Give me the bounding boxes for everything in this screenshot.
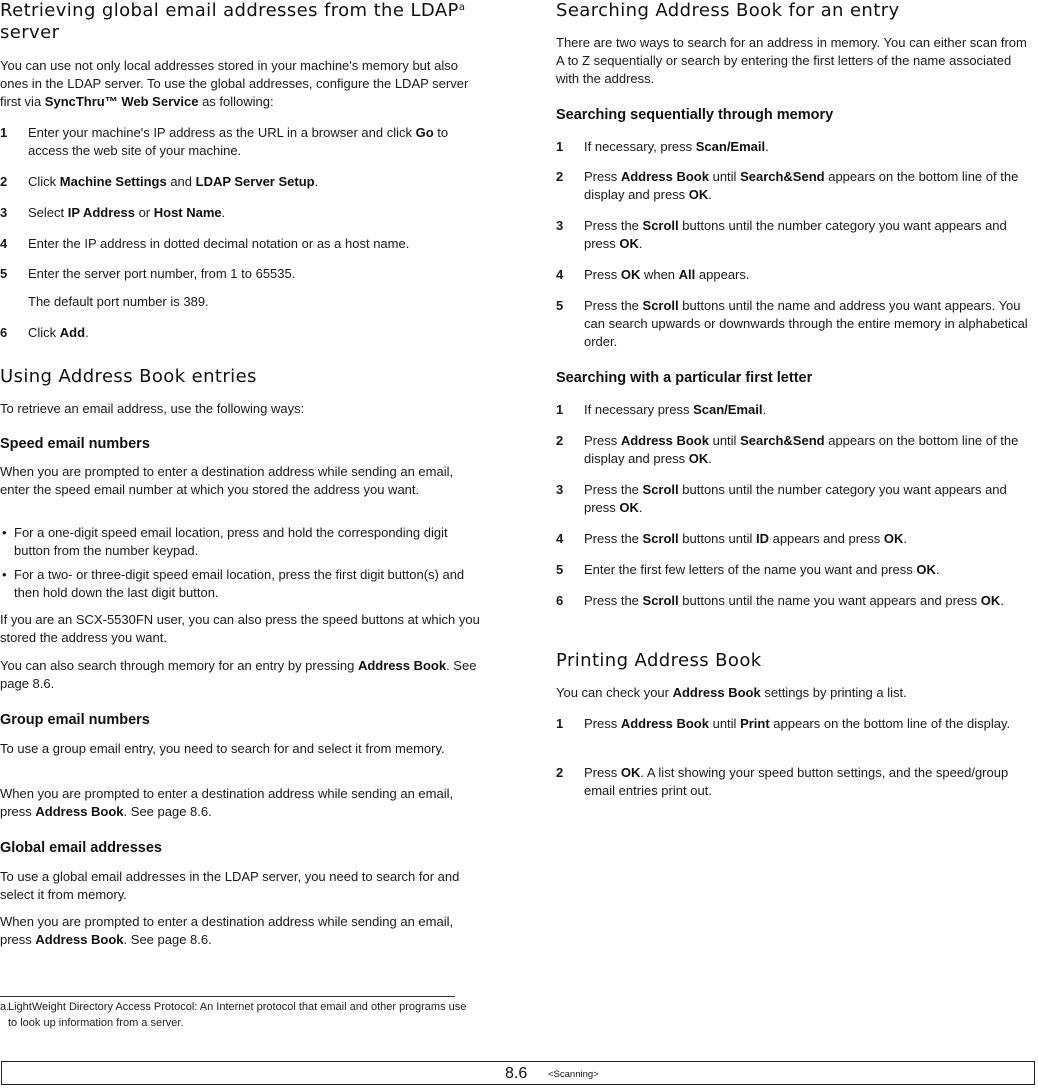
printing-step: 2 Press OK. A list showing your speed button settings, and the speed/group email entries print out. xyxy=(556,765,1009,798)
searching-section-title: Searching Address Book for an entry xyxy=(556,0,900,21)
ldap-step-note: The default port number is 389. xyxy=(28,294,209,309)
group-heading: Group email numbers xyxy=(0,712,150,728)
letter-step: 3 Press the Scroll buttons until the number category you want appears and press OK. xyxy=(556,482,1007,515)
global-heading: Global email addresses xyxy=(0,840,162,856)
footnote xyxy=(0,1000,470,1031)
sequential-step: 1 If necessary, press Scan/Email. xyxy=(556,139,769,154)
printing-section-title: Printing Address Book xyxy=(556,650,762,671)
speed-heading: Speed email numbers xyxy=(0,436,150,452)
searching-intro: There are two ways to search for an address in memory. You can either scan from A to Z sequentially or search by entering the first letters of the name associated with the address. xyxy=(556,35,1027,86)
sequential-step: 4 Press OK when All appears. xyxy=(556,267,750,282)
chapter-label: <Scanning> xyxy=(548,1069,599,1080)
footnote-mark: a. xyxy=(0,1001,10,1013)
letter-heading: Searching with a particular first letter xyxy=(556,370,813,386)
speed-para2: If you are an SCX-5530FN user, you can also press the speed buttons at which you stored the address you want. xyxy=(0,612,480,645)
sequential-step: 5 Press the Scroll buttons until the name and address you want appears. You can search upwards or downwards through the entire memory in alphabetical order. xyxy=(556,298,1028,349)
ldap-step: 2 Click Machine Settings and LDAP Server Setup. xyxy=(0,174,319,189)
ldap-section-title: Retrieving global email addresses from the LDAP$^a$ xyxy=(0,0,466,21)
ldap-intro: You can use not only local addresses stored in your machine's memory but also ones in the LDAP server. To use the global addresses, configure the LDAP server first via SyncThru™ Web Service as following: xyxy=(0,58,469,109)
group-para: To use a group email entry, you need to search for and select it from memory. xyxy=(0,741,445,756)
speed-para3: You can also search through memory for an entry by pressing Address Book. See page 8.6. xyxy=(0,658,477,691)
printing-step: 1 Press Address Book until Print appears on the bottom line of the display. xyxy=(556,716,1011,731)
global-para: To use a global email addresses in the LDAP server, you need to search for and select it from memory. xyxy=(0,869,460,902)
global-para2: When you are prompted to enter a destination address while sending an email, press Address Book. See page 8.6. xyxy=(0,914,454,947)
ldap-step: 1 Enter your machine's IP address as the URL in a browser and click Go to access the web site of your machine. xyxy=(0,125,449,158)
sequential-heading: Searching sequentially through memory xyxy=(556,107,834,123)
using-section-title: Using Address Book entries xyxy=(0,366,257,387)
group-para2: When you are prompted to enter a destination address while sending an email, press Address Book. See page 8.6. xyxy=(0,786,454,819)
speed-bullet: • For a two- or three-digit speed email location, press the first digit button(s) and then hold down the last digit button. xyxy=(2,567,465,600)
footnote-rule xyxy=(0,996,455,997)
letter-step: 1 If necessary press Scan/Email. xyxy=(556,402,767,417)
ldap-step: 6 Click Add. xyxy=(0,325,89,340)
ldap-step: 4 Enter the IP address in dotted decimal notation or as a host name. xyxy=(0,236,410,251)
using-intro: To retrieve an email address, use the following ways: xyxy=(0,401,305,416)
footnote-text: LightWeight Directory Access Protocol: An Internet protocol that email and other programs use to look up information from a server. xyxy=(8,1001,467,1029)
speed-bullet: • For a one-digit speed email location, press and hold the corresponding digit button from the number keypad. xyxy=(2,525,448,558)
sequential-step: 2 Press Address Book until Search&Send appears on the bottom line of the display and press OK. xyxy=(556,169,1019,202)
ldap-section-title-line2: server xyxy=(0,22,60,43)
sequential-step: 3 Press the Scroll buttons until the number category you want appears and press OK. xyxy=(556,218,1007,251)
letter-step: 6 Press the Scroll buttons until the name you want appears and press OK. xyxy=(556,593,1004,608)
speed-para: When you are prompted to enter a destination address while sending an email, enter the speed email number at which you stored the address you want. xyxy=(0,464,454,497)
ldap-step: 5 Enter the server port number, from 1 to 65535. xyxy=(0,266,296,281)
ldap-step: 3 Select IP Address or Host Name. xyxy=(0,205,226,220)
letter-step: 5 Enter the first few letters of the name you want and press OK. xyxy=(556,562,940,577)
footnote-marker: a xyxy=(458,2,466,13)
page-number: 8.6 xyxy=(505,1065,528,1082)
letter-step: 2 Press Address Book until Search&Send appears on the bottom line of the display and press OK. xyxy=(556,433,1019,466)
letter-step: 4 Press the Scroll buttons until ID appears and press OK. xyxy=(556,531,908,546)
printing-intro: You can check your Address Book settings by printing a list. xyxy=(556,685,907,700)
